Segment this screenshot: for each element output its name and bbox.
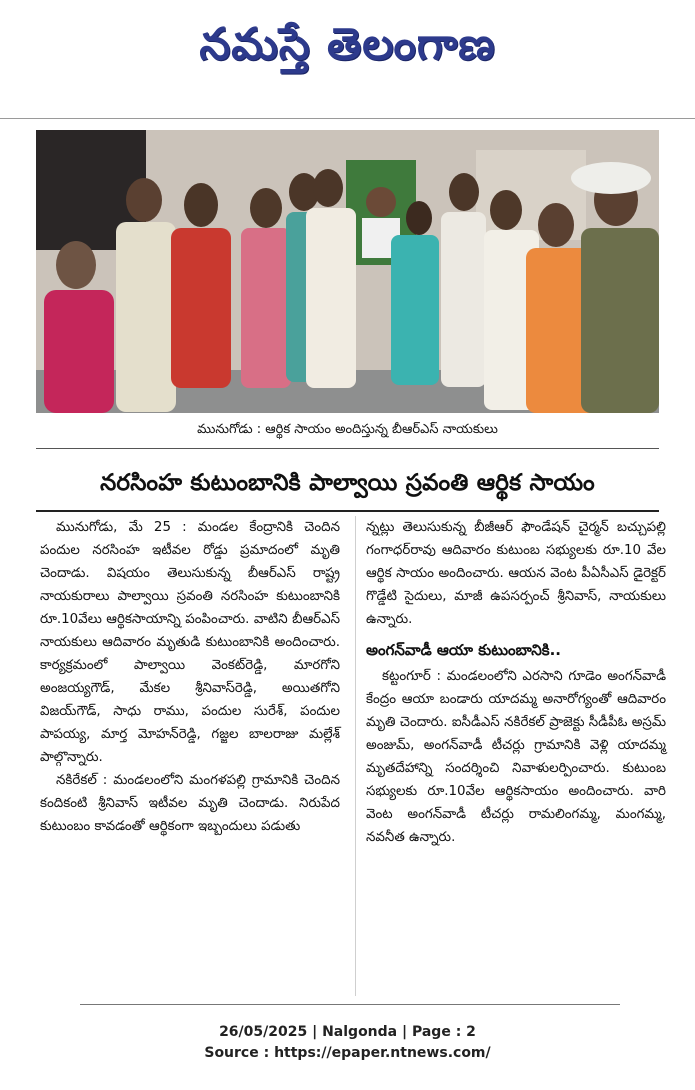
headline-bar [36,462,659,512]
article-headline: నరసింహ కుటుంబానికి పాల్వాయి స్రవంతి ఆర్థిక సాయం [100,470,595,496]
sub-heading: అంగన్‌వాడీ ఆయా కుటుంబానికి.. [366,641,561,659]
page-footer [0,1022,695,1064]
masthead [0,0,695,100]
article-paragraph: మునుగోడు, మే 25 : మండల కేంద్రానికి చెందిన పందుల నరసింహ ఇటీవల రోడ్డు ప్రమాదంలో మృతి చెందాడు. విషయం తెలుసుకున్న బీఆర్ఎస్ రాష్ట్ర నాయకురాలు పాల్వాయి స్రవంతి నరసింహ కుటుంబానికి రూ.10వేలు ఆర్థికసాయాన్ని పంపించారు. వాటిని బీఆర్ఎస్ నాయకులు ఆదివారం మృతుడి కుటుంబానికి అందించారు. కార్యక్రమంలో పాల్వాయి వెంకట్‌రెడ్డి, మారగోని అంజయ్యగౌడ్, మేకల శ్రీనివాస్‌రెడ్డి, అయితగోని విజయ్‌గౌడ్, సాధు రాము, పందుల సురేశ్, పందుల పాపయ్య, మార్త మోహన్‌రెడ్డి, గజ్జల బాలరాజు మల్లేశ్ పాల్గొన్నారు. [40,520,340,765]
article-column-right [366,516,666,849]
top-divider [0,118,695,119]
column-divider [355,516,356,996]
newspaper-title: నమస్తే తెలంగాణ [199,19,496,70]
news-photo [36,130,659,413]
photo-caption: మునుగోడు : ఆర్థిక సాయం అందిస్తున్న బీఆర్ఎస్ నాయకులు [36,414,659,449]
article-paragraph: కట్టంగూర్ : మండలంలోని ఎరసాని గూడెం అంగన్‌వాడీ కేంద్రం ఆయా బండారు యాదమ్మ అనారోగ్యంతో ఆదివారం మృతి చెందారు. ఐసీడీఎస్ నకిరేకల్ ప్రాజెక్టు సీడీపీఓ అస్రమ్ అంజుమ్, అంగన్‌వాడీ టీచర్లు గ్రామానికి వెళ్లి యాదమ్మ మృతదేహాన్ని సందర్శించి నివాళులర్పించారు. కుటుంబ సభ్యులకు రూ.10వేల ఆర్థికసాయం అందించారు. వారి వెంట అంగన్‌వాడీ టీచర్లు రామలింగమ్మ, మంగమ్మ, నవనీత ఉన్నారు. [366,669,666,845]
article-paragraph: న్నట్లు తెలుసుకున్న బీజీఆర్ ఫౌండేషన్ చైర్మన్ బచ్చుపల్లి గంగాధర్‌రావు ఆదివారం కుటుంబ సభ్యులకు రూ.10 వేల ఆర్థిక సాయం అందించారు. ఆయన వెంట పీఏసీఎస్ డైరెక్టర్ గొడ్డేటి సైదులు, మాజీ ఉపసర్పంచ్ శ్రీనివాస్, నాయకులు ఉన్నారు. [366,520,666,627]
footer-source: Source : https://epaper.ntnews.com/ [204,1045,491,1061]
bottom-divider [80,1004,620,1005]
article-column-left [40,516,340,838]
footer-date-edition: 26/05/2025 | Nalgonda | Page : 2 [219,1024,476,1040]
group-photo-illustration [36,130,659,413]
article-paragraph: నకిరేకల్ : మండలంలోని మంగళపల్లి గ్రామానికి చెందిన కందికంటి శ్రీనివాస్ ఇటీవల మృతి చెందాడు. నిరుపేద కుటుంబం కావడంతో ఆర్థికంగా ఇబ్బందులు పడుతు [40,773,340,834]
cap [571,162,651,194]
